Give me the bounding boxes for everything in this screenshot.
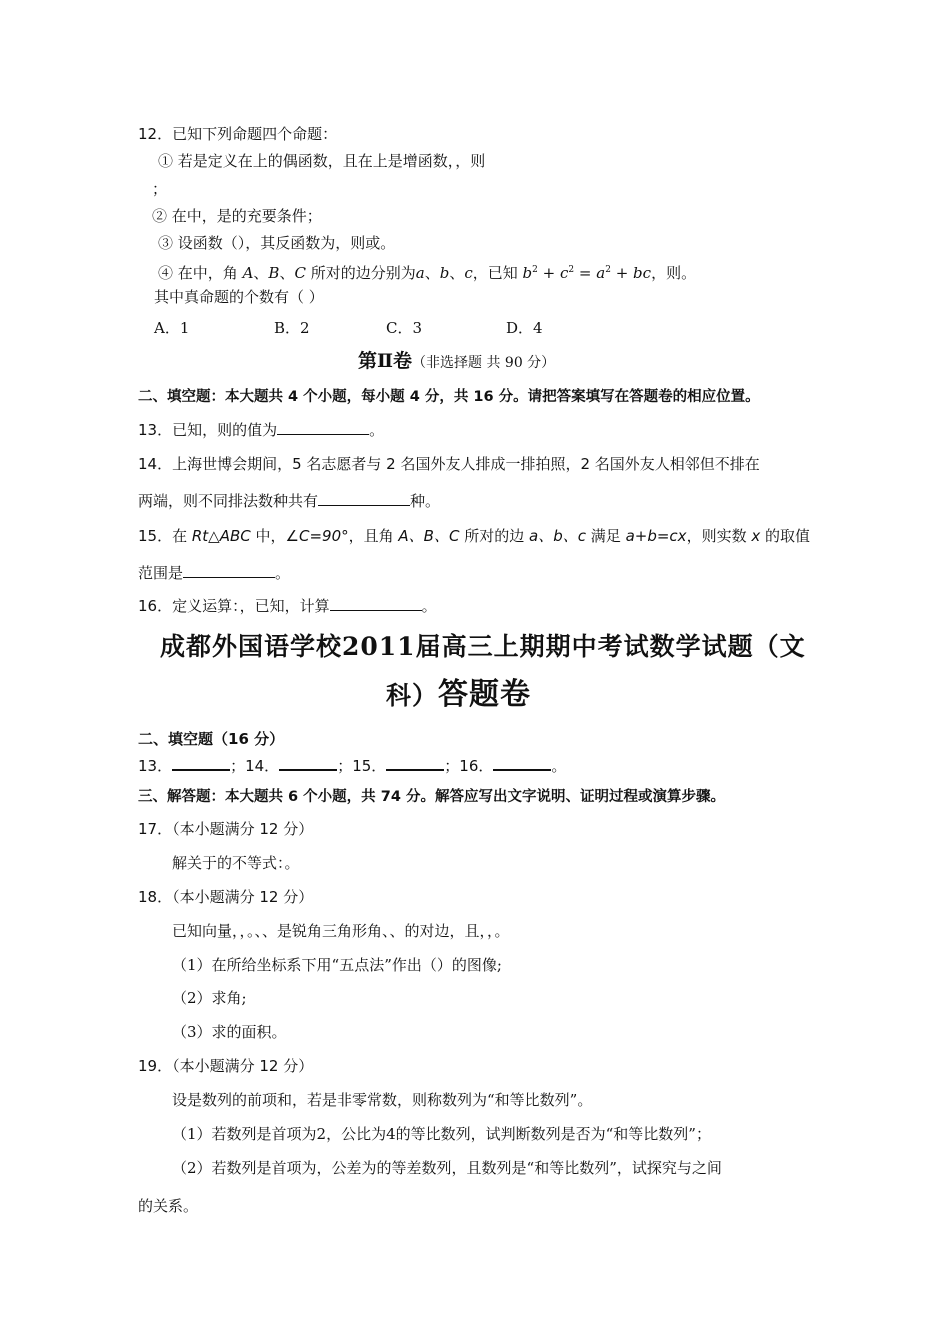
q12-option-a: A．1 <box>154 319 190 337</box>
q12-proposition-3: ③ 设函数（），其反函数为，则或。 <box>158 234 396 252</box>
answer-sheet-title-line-1: 成都外国语学校2011届高三上期期中考试数学试题（文 <box>160 632 806 661</box>
q18-sub-2: （2）求角; <box>172 989 247 1007</box>
q19-heading: 19．（本小题满分 12 分） <box>138 1057 314 1075</box>
answer-fill-blanks: 13． ；14． ；15． ；16． 。 <box>138 757 567 775</box>
q15-line-1: 15．在 Rt△ABC 中，∠C=90°，且角 A、B、C 所对的边 a、b、c 满足 a+b=cx，则实数 x 的取值 <box>138 527 811 545</box>
q15-answer-blank <box>183 563 275 578</box>
q15-line-2: 范围是 。 <box>138 564 291 582</box>
q12-question: 其中真命题的个数有（ ） <box>154 288 324 306</box>
answer-blank-14[interactable] <box>279 755 337 771</box>
answer-blank-15[interactable] <box>386 755 444 771</box>
part2-subtitle: （非选择题 共 90 分） <box>412 355 556 371</box>
answer-fill-heading: 二、填空题（16 分） <box>138 730 285 748</box>
q18-sub-3: （3）求的面积。 <box>172 1023 287 1041</box>
q12-intro: 12．已知下列命题四个命题： <box>138 125 338 143</box>
q19-sub-1: （1）若数列是首项为2，公比为4的等比数列，试判断数列是否为“和等比数列”； <box>172 1125 711 1143</box>
q12-proposition-2: ② 在中，是的充要条件； <box>152 207 322 225</box>
q19-sub-2-cont: 的关系。 <box>138 1197 199 1215</box>
part2-heading <box>358 348 555 376</box>
answer-blank-13[interactable] <box>172 755 230 771</box>
q16-answer-blank <box>330 596 422 611</box>
q18-heading: 18．（本小题满分 12 分） <box>138 888 314 906</box>
q17-body: 解关于的不等式：。 <box>172 854 300 872</box>
q19-sub-2: （2）若数列是首项为，公差为的等差数列，且数列是“和等比数列”，试探究与之间 <box>172 1159 722 1177</box>
q12-option-d: D．4 <box>506 319 543 337</box>
q16: 16．定义运算：，已知，计算 。 <box>138 597 437 615</box>
q18-sub-1: （1）在所给坐标系下用“五点法”作出（）的图像; <box>172 956 502 974</box>
q12-proposition-1: ① 若是定义在上的偶函数，且在上是增函数，，则 <box>158 152 486 170</box>
answer-sheet-title-line-2: 科）答题卷 <box>386 677 532 712</box>
q12-proposition-4: ④ 在中，角 A、B、C 所对的边分别为a、b、c，已知 $b^2 + c^2 = a^2$ + bc，则。 <box>158 264 697 282</box>
q12-proposition-1-cont: ； <box>152 180 168 198</box>
q13-answer-blank <box>277 420 369 435</box>
q17-heading: 17．（本小题满分 12 分） <box>138 820 314 838</box>
solve-section-heading: 三、解答题：本大题共 6 个小题，共 74 分。解答应写出文字说明、证明过程或演算步骤。 <box>138 789 725 805</box>
q18-body: 已知向量，，。、、是锐角三角形角、、的对边，且，，。 <box>172 922 510 940</box>
q12-option-c: C．3 <box>386 319 423 337</box>
q14-line-2: 两端，则不同排法数种共有 种。 <box>138 492 441 510</box>
part2-title: 第Ⅱ卷 <box>358 350 413 372</box>
answer-blank-16[interactable] <box>493 755 551 771</box>
q12-option-b: B．2 <box>274 319 310 337</box>
q14-line-1: 14．上海世博会期间，5 名志愿者与 2 名国外友人排成一排拍照，2 名国外友人相邻但不排在 <box>138 455 760 473</box>
q14-answer-blank <box>318 491 410 506</box>
fill-section-heading: 二、填空题：本大题共 4 个小题，每小题 4 分，共 16 分。请把答案填写在答题卷的相应位置。 <box>138 389 760 405</box>
q13: 13．已知，则的值为 。 <box>138 421 385 439</box>
q19-body: 设是数列的前项和，若是非零常数，则称数列为“和等比数列”。 <box>172 1091 593 1109</box>
